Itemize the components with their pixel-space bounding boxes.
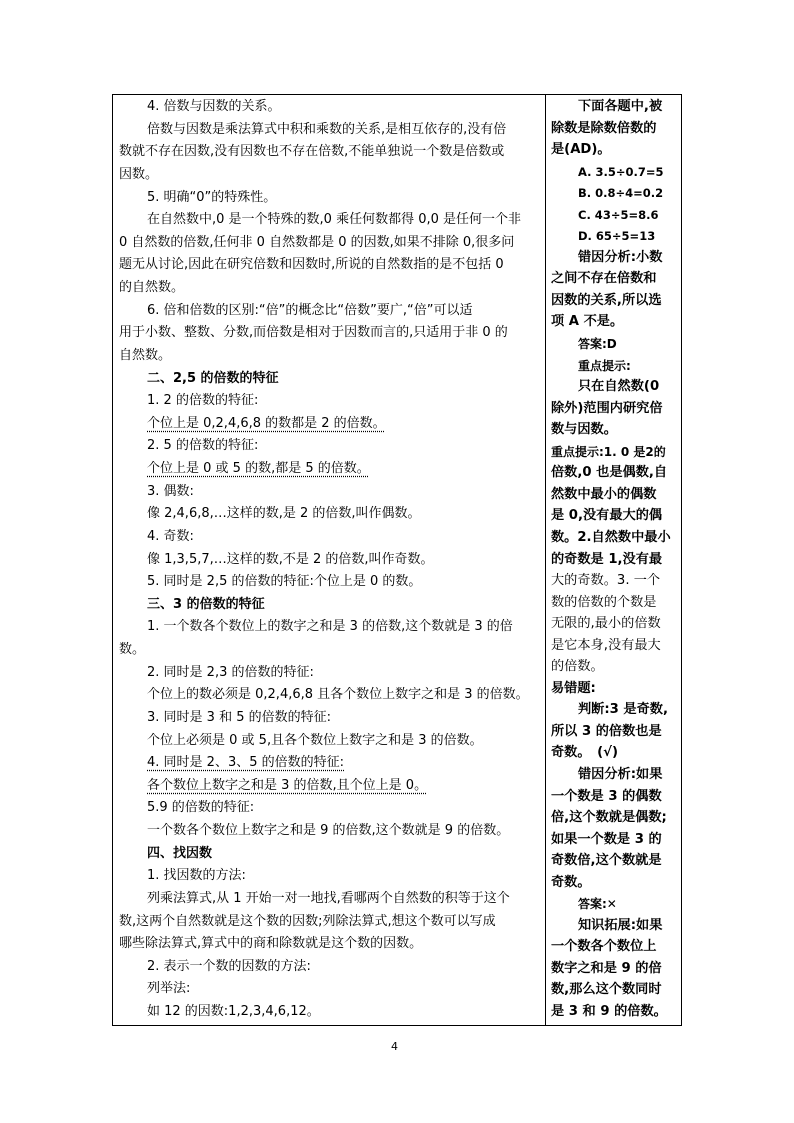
right-line: 如果一个数是 3 的: [551, 831, 662, 847]
right-line: 无限的,最小的倍数: [551, 616, 661, 632]
left-line: 4. 同时是 2、3、5 的倍数的特征:: [147, 755, 344, 771]
left-line: 2. 5 的倍数的特征:: [147, 438, 259, 454]
right-line: 的奇数是 1,没有最: [551, 551, 663, 567]
left-line: 1. 2 的倍数的特征:: [147, 393, 259, 409]
right-line: 除外)范围内研究倍: [551, 400, 663, 416]
left-line: 自然数。: [119, 347, 172, 363]
left-line: 各个数位上数字之和是 3 的倍数,且个位上是 0。: [147, 777, 428, 793]
right-line: 数字之和是 9 的倍: [551, 960, 662, 976]
left-line: 2. 同时是 2,3 的倍数的特征:: [147, 664, 314, 680]
right-line: 一个数是 3 的偶数: [551, 788, 662, 804]
left-line: 用于小数、整数、分数,而倍数是相对于因数而言的,只适用于非 0 的: [119, 325, 508, 341]
left-line: 5. 同时是 2,5 的倍数的特征:个位上是 0 的数。: [147, 574, 422, 590]
right-line: 的倍数。: [551, 659, 604, 675]
section-heading: 四、找因数: [147, 845, 213, 861]
left-line: 列乘法算式,从 1 开始一对一地找,看哪两个自然数的积等于这个: [147, 890, 510, 906]
right-line: B. 0.8÷4=0.2: [578, 186, 664, 201]
left-line: 个位上是 0 或 5 的数,都是 5 的倍数。: [147, 461, 370, 476]
right-line: 错因分析:小数: [578, 249, 663, 265]
right-line: 易错题:: [551, 680, 596, 696]
right-line: 答案:D: [578, 337, 617, 352]
section-heading: 二、2,5 的倍数的特征: [147, 370, 279, 386]
left-line: 1. 一个数各个数位上的数字之和是 3 的倍数,这个数就是 3 的倍: [147, 619, 513, 635]
left-line: 数,这两个自然数就是这个数的因数;列除法算式,想这个数可以写成: [119, 913, 496, 929]
left-line: 3. 同时是 3 和 5 的倍数的特征:: [147, 709, 331, 725]
right-line: 是 0,没有最大的偶: [551, 508, 663, 524]
right-line: 奇数。: [551, 874, 591, 890]
left-line: 5. 明确“0”的特殊性。: [147, 189, 277, 205]
right-line: 重点提示:: [578, 358, 631, 373]
right-line: 是 3 和 9 的倍数。: [551, 1004, 667, 1019]
left-line: 1. 找因数的方法:: [147, 868, 246, 884]
right-line: 是它本身,没有最大: [551, 637, 661, 653]
right-line: 然数中最小的偶数: [551, 486, 657, 502]
left-line: 因数。: [119, 166, 159, 182]
right-line: 判断:3 是奇数,: [578, 702, 668, 718]
left-line: 列举法:: [147, 981, 191, 997]
left-line: 3. 偶数:: [147, 483, 194, 499]
left-line: 6. 倍和倍数的区别:“倍”的概念比“倍数”要广,“倍”可以适: [147, 302, 473, 318]
left-line: 一个数各个数位上数字之和是 9 的倍数,这个数就是 9 的倍数。: [147, 823, 510, 838]
left-line: 个位上的数必须是 0,2,4,6,8 且各个数位上数字之和是 3 的倍数。: [147, 687, 529, 703]
right-line: 只在自然数(0: [578, 379, 660, 395]
left-line: 0 自然数的倍数,任何非 0 自然数都是 0 的因数,如果不排除 0,很多问: [119, 234, 515, 250]
right-line: 奇数倍,这个数就是: [551, 853, 662, 869]
right-line: 倍,这个数就是偶数;: [551, 810, 667, 826]
left-line: 题无从讨论,因此在研究倍数和因数时,所说的自然数指的是不包括 0: [119, 257, 504, 273]
right-line: 数,那么这个数同时: [551, 982, 662, 998]
column-divider: [545, 94, 546, 1026]
left-line: 的自然数。: [119, 280, 185, 295]
right-line: A. 3.5÷0.7=5: [578, 164, 664, 179]
left-line: 4. 奇数:: [147, 528, 194, 544]
left-line: 4. 倍数与因数的关系。: [147, 99, 281, 114]
right-line: 大的奇数。3. 一个: [551, 573, 661, 589]
left-line: 个位上是 0,2,4,6,8 的数都是 2 的倍数。: [147, 415, 386, 431]
right-line: 奇数。 (√): [551, 745, 618, 761]
left-line: 数。: [119, 642, 146, 657]
left-line: 倍数与因数是乘法算式中积和乘数的关系,是相互依存的,没有倍: [147, 121, 507, 137]
right-line: 所以 3 的倍数也是: [551, 723, 662, 739]
right-line: 错因分析:如果: [578, 766, 663, 782]
left-line: 个位上必须是 0 或 5,且各个数位上数字之和是 3 的倍数。: [147, 732, 483, 748]
right-line: 数的倍数的个数是: [551, 594, 657, 610]
left-line: 2. 表示一个数的因数的方法:: [147, 958, 311, 974]
left-line: 数就不存在因数,没有因数也不存在倍数,不能单独说一个数是倍数或: [119, 144, 505, 160]
right-line: 下面各题中,被: [578, 99, 663, 114]
left-line: 像 2,4,6,8,…这样的数,是 2 的倍数,叫作偶数。: [147, 506, 421, 522]
right-line: C. 43÷5=8.6: [578, 207, 659, 222]
left-line: 像 1,3,5,7,…这样的数,不是 2 的倍数,叫作奇数。: [147, 551, 434, 567]
right-line: 数。2.自然数中最小: [551, 529, 671, 545]
right-line: 重点提示:1. 0 是2的: [551, 444, 666, 459]
right-line: 项 A 不是。: [551, 314, 624, 330]
right-line: 因数的关系,所以选: [551, 292, 662, 308]
right-line: 除数是除数倍数的: [551, 120, 657, 136]
right-line: D. 65÷5=13: [578, 229, 656, 244]
right-line: 之间不存在倍数和: [551, 271, 657, 287]
left-line: 5.9 的倍数的特征:: [147, 800, 255, 816]
right-line: 一个数各个数位上: [551, 939, 657, 955]
page-number: 4: [391, 1040, 398, 1053]
left-line: 如 12 的因数:1,2,3,4,6,12。: [147, 1004, 320, 1019]
right-line: 是(AD)。: [551, 142, 611, 158]
left-line: 在自然数中,0 是一个特殊的数,0 乘任何数都得 0,0 是任何一个非: [147, 212, 522, 228]
left-line: 哪些除法算式,算式中的商和除数就是这个数的因数。: [119, 936, 423, 952]
right-line: 数与因数。: [551, 422, 617, 438]
right-line: 倍数,0 也是偶数,自: [551, 465, 668, 481]
right-line: 知识拓展:如果: [578, 917, 663, 933]
section-heading: 三、3 的倍数的特征: [147, 596, 265, 612]
right-line: 答案:✕: [578, 897, 617, 912]
